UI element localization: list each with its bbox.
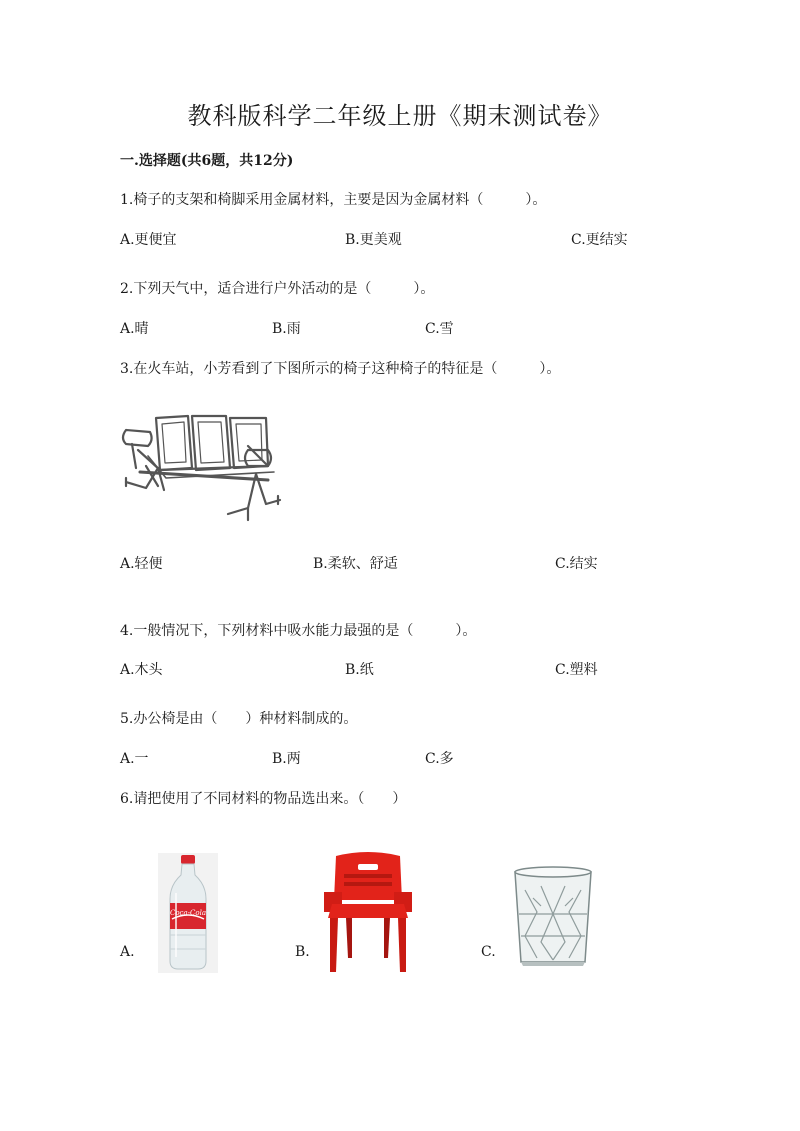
q6-option-c[interactable]: C.	[481, 944, 496, 960]
q5-option-b[interactable]: B.两	[272, 751, 301, 767]
cola-bottle-icon	[158, 853, 218, 973]
q4-option-a[interactable]: A.木头	[120, 662, 163, 678]
question-2-text: 2.下列天气中，适合进行户外活动的是（ ）。	[120, 281, 435, 297]
question-4-text: 4.一般情况下，下列材料中吸水能力最强的是（ ）。	[120, 623, 477, 639]
question-5-text: 5.办公椅是由（ ）种材料制成的。	[120, 711, 358, 727]
q1-option-a[interactable]: A.更便宜	[120, 232, 177, 248]
q4-option-c[interactable]: C.塑料	[555, 662, 598, 678]
question-6-text: 6.请把使用了不同材料的物品选出来。（ ）	[120, 791, 407, 807]
q2-option-c[interactable]: C.雪	[425, 321, 454, 337]
red-plastic-chair-icon	[322, 852, 414, 974]
q5-option-c[interactable]: C.多	[425, 751, 454, 767]
q1-option-c[interactable]: C.更结实	[571, 232, 628, 248]
q1-option-b[interactable]: B.更美观	[345, 232, 402, 248]
crystal-glass-icon	[511, 866, 595, 968]
q5-option-a[interactable]: A.一	[120, 751, 149, 767]
q2-option-b[interactable]: B.雨	[272, 321, 301, 337]
question-3-text: 3.在火车站，小芳看到了下图所示的椅子这种椅子的特征是（ ）。	[120, 361, 561, 377]
question-1-text: 1.椅子的支架和椅脚采用金属材料，主要是因为金属材料（ ）。	[120, 192, 547, 208]
page-title: 教科版科学二年级上册《期末测试卷》	[187, 102, 613, 130]
section-heading: 一.选择题(共6题，共12分)	[120, 153, 294, 169]
q3-option-a[interactable]: A.轻便	[120, 556, 163, 572]
q6-option-b[interactable]: B.	[295, 944, 310, 960]
q6-option-a[interactable]: A.	[120, 944, 135, 960]
q3-option-b[interactable]: B.柔软、舒适	[313, 556, 398, 572]
metal-bench-icon	[118, 408, 283, 523]
q3-option-c[interactable]: C.结实	[555, 556, 598, 572]
q4-option-b[interactable]: B.纸	[345, 662, 374, 678]
q2-option-a[interactable]: A.晴	[120, 321, 149, 337]
bottle-label: Coca-Cola	[169, 909, 207, 917]
